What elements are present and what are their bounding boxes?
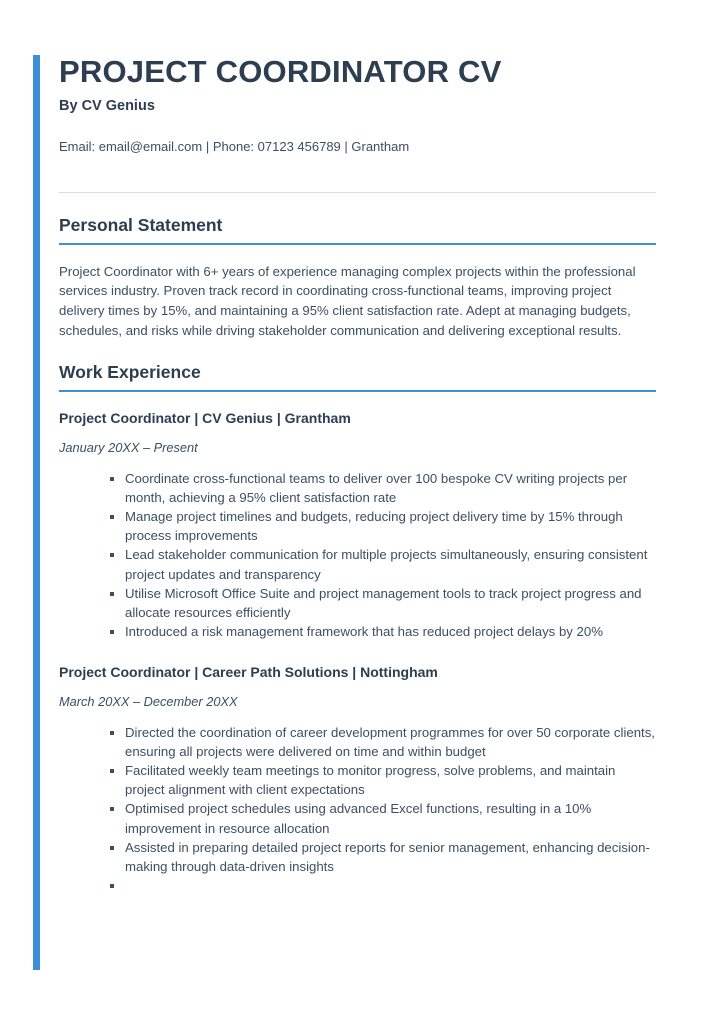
job-bullet: Assisted in preparing detailed project reports for senior management, enhancing decision-making through data-driven insights <box>59 838 656 876</box>
personal-statement-text: Project Coordinator with 6+ years of experience managing complex projects within the professional services industry. Proven track record in coordinating cross-functional teams, improving project delivery times by 15%, and maintaining a 95% client satisfaction rate. Adept at managing budgets, schedules, and risks while driving stakeholder communication and delivering exceptional results. <box>59 263 636 338</box>
section-work-experience <box>59 362 656 892</box>
section-heading-personal-statement: Personal Statement <box>59 214 223 235</box>
job-bullet: Introduced a risk management framework that has reduced project delays by 20% <box>59 622 656 641</box>
section-body-work-experience <box>59 409 656 892</box>
page-title: PROJECT COORDINATOR CV <box>59 54 502 89</box>
left-accent-bar <box>33 55 40 970</box>
job-bullet-empty <box>59 876 656 892</box>
job-bullet-list <box>59 723 656 892</box>
cv-header <box>59 55 656 193</box>
section-heading-work-experience: Work Experience <box>59 362 201 383</box>
job-bullet: Manage project timelines and budgets, reducing project delivery time by 15% through process improvements <box>59 507 656 545</box>
cv-content <box>59 55 656 892</box>
job-bullet: Lead stakeholder communication for multiple projects simultaneously, ensuring consistent project updates and transparency <box>59 545 656 583</box>
header-divider <box>59 192 656 193</box>
job-dates: March 20XX – December 20XX <box>59 694 238 710</box>
job-bullet: Coordinate cross-functional teams to deliver over 100 bespoke CV writing projects per month, achieving a 95% client satisfaction rate <box>59 469 656 507</box>
contact-line: Email: email@email.com | Phone: 07123 456789 | Grantham <box>59 138 410 154</box>
section-body-personal-statement <box>59 262 656 340</box>
job-bullet-list <box>59 469 656 641</box>
section-personal-statement <box>59 215 656 340</box>
byline: By CV Genius <box>59 97 155 114</box>
job-title: Project Coordinator | Career Path Solutions | Nottingham <box>59 664 438 681</box>
section-rule <box>59 390 656 392</box>
section-rule <box>59 243 656 245</box>
job-bullet: Facilitated weekly team meetings to monitor progress, solve problems, and maintain project alignment with client expectations <box>59 761 656 799</box>
job-entry <box>59 663 656 892</box>
job-entry <box>59 409 656 641</box>
job-bullet: Optimised project schedules using advanced Excel functions, resulting in a 10% improvement in resource allocation <box>59 799 656 837</box>
job-bullet: Directed the coordination of career development programmes for over 50 corporate clients, ensuring all projects were delivered on time and within budget <box>59 723 656 761</box>
job-dates: January 20XX – Present <box>59 440 198 456</box>
job-title: Project Coordinator | CV Genius | Grantham <box>59 410 351 427</box>
job-bullet: Utilise Microsoft Office Suite and project management tools to track project progress and allocate resources efficiently <box>59 584 656 622</box>
